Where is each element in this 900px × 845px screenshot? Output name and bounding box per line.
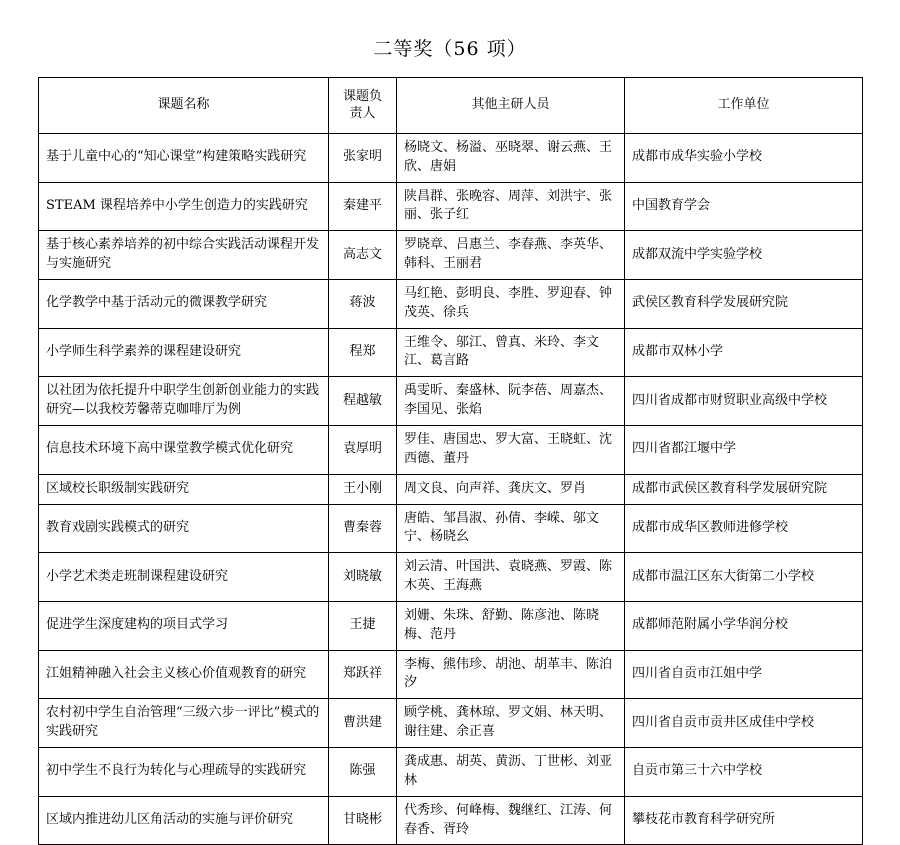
cell-project-title: 基于儿童中心的“知心课堂”构建策略实践研究	[39, 133, 329, 182]
cell-unit: 攀枝花市教育科学研究所	[625, 796, 863, 845]
table-row	[39, 601, 863, 650]
table-row	[39, 328, 863, 377]
cell-members: 王维令、邬江、曾真、米玲、李文江、葛言路	[397, 328, 625, 377]
cell-members: 唐皓、邹昌淑、孙倩、李嵘、邬文宁、杨晓⼳	[397, 504, 625, 553]
cell-leader: 秦建平	[329, 182, 397, 231]
cell-project-title: 初中学生不良行为转化与心理疏导的实践研究	[39, 747, 329, 796]
table-row	[39, 182, 863, 231]
cell-project-title: 信息技术环境下高中课堂教学模式优化研究	[39, 426, 329, 475]
cell-members: 杨晓文、杨溢、巫晓翠、谢云燕、王欣、唐娟	[397, 133, 625, 182]
table-row	[39, 504, 863, 553]
award-list-table	[38, 77, 863, 845]
cell-unit: 中国教育学会	[625, 182, 863, 231]
cell-members: 罗佳、唐国忠、罗大富、王晓虹、沈西德、董丹	[397, 426, 625, 475]
cell-unit: 成都双流中学实验学校	[625, 231, 863, 280]
table-row	[39, 474, 863, 504]
column-header-leader-label-line2: 责人	[349, 106, 376, 122]
cell-members: 代秀珍、何峰梅、魏继红、江涛、何春香、胥玲	[397, 796, 625, 845]
column-header-project-title-label: 课题名称	[157, 96, 210, 112]
cell-unit: 自贡市第三十六中学校	[625, 747, 863, 796]
cell-leader: 袁厚明	[329, 426, 397, 475]
cell-project-title: 促进学生深度建构的项目式学习	[39, 601, 329, 650]
cell-leader: 王捷	[329, 601, 397, 650]
column-header-unit	[625, 77, 863, 133]
cell-members: 罗晓章、吕惠兰、李春燕、李英华、韩科、王丽君	[397, 231, 625, 280]
cell-leader: 蒋波	[329, 279, 397, 328]
cell-leader: 程越敏	[329, 377, 397, 426]
cell-members: 陕昌群、张晚容、周萍、刘洪宇、张丽、张子红	[397, 182, 625, 231]
cell-leader: 王小刚	[329, 474, 397, 504]
cell-unit: 四川省成都市财贸职业高级中学校	[625, 377, 863, 426]
cell-project-title: STEAM 课程培养中小学生创造力的实践研究	[39, 182, 329, 231]
cell-leader: 张家明	[329, 133, 397, 182]
cell-project-title: 基于核心素养培养的初中综合实践活动课程开发与实施研究	[39, 231, 329, 280]
table-body	[39, 133, 863, 844]
cell-unit: 成都市成华实验小学校	[625, 133, 863, 182]
table-row	[39, 231, 863, 280]
cell-unit: 四川省自贡市贡井区成佳中学校	[625, 699, 863, 748]
table-row	[39, 699, 863, 748]
cell-leader: 郑跃祥	[329, 650, 397, 699]
cell-members: 禹雯昕、秦盛林、阮李蓓、周嘉杰、李国见、张焰	[397, 377, 625, 426]
cell-members: 刘姗、朱珠、舒勤、陈彦池、陈晓梅、范丹	[397, 601, 625, 650]
cell-members: 顾学桃、龚林琼、罗文娟、林天明、谢往建、余正喜	[397, 699, 625, 748]
cell-unit: 成都市武侯区教育科学发展研究院	[625, 474, 863, 504]
cell-leader: 高志文	[329, 231, 397, 280]
page-title: 二等奖（56 项）	[373, 38, 527, 60]
table-header-row	[39, 77, 863, 133]
cell-members: 刘云清、叶国洪、袁晓燕、罗霞、陈木英、王海燕	[397, 553, 625, 602]
cell-leader: 程郑	[329, 328, 397, 377]
column-header-members	[397, 77, 625, 133]
cell-leader: 陈强	[329, 747, 397, 796]
table-row	[39, 426, 863, 475]
cell-unit: 成都市双林小学	[625, 328, 863, 377]
cell-leader: 曹洪建	[329, 699, 397, 748]
cell-project-title: 区域内推进幼儿区角活动的实施与评价研究	[39, 796, 329, 845]
cell-members: 马红艳、彭明良、李胜、罗迎春、钟茂英、徐兵	[397, 279, 625, 328]
cell-project-title: 以社团为依托提升中职学生创新创业能力的实践研究—以我校芳馨蒂克咖啡厅为例	[39, 377, 329, 426]
cell-project-title: 区域校长职级制实践研究	[39, 474, 329, 504]
cell-project-title: 江姐精神融入社会主义核心价值观教育的研究	[39, 650, 329, 699]
column-header-unit-label: 工作单位	[717, 96, 770, 112]
table-row	[39, 747, 863, 796]
table-row	[39, 377, 863, 426]
cell-leader: 曹秦蓉	[329, 504, 397, 553]
cell-leader: 刘晓敏	[329, 553, 397, 602]
cell-leader: 甘晓彬	[329, 796, 397, 845]
table-row	[39, 650, 863, 699]
cell-unit: 成都市温江区东大街第二小学校	[625, 553, 863, 602]
cell-project-title: 小学师生科学素养的课程建设研究	[39, 328, 329, 377]
cell-members: 周文良、向声祥、龚庆文、罗肖	[397, 474, 625, 504]
cell-unit: 成都市成华区教师进修学校	[625, 504, 863, 553]
cell-unit: 四川省都江堰中学	[625, 426, 863, 475]
column-header-project-title	[39, 77, 329, 133]
cell-project-title: 化学教学中基于活动元的微课教学研究	[39, 279, 329, 328]
table-row	[39, 553, 863, 602]
cell-unit: 成都师范附属小学华润分校	[625, 601, 863, 650]
cell-members: 龚成惠、胡英、黄沥、丁世彬、刘亚林	[397, 747, 625, 796]
cell-project-title: 小学艺术类走班制课程建设研究	[39, 553, 329, 602]
cell-project-title: 教育戏剧实践模式的研究	[39, 504, 329, 553]
cell-unit: 武侯区教育科学发展研究院	[625, 279, 863, 328]
cell-members: 李梅、熊伟珍、胡池、胡革丰、陈泊汐	[397, 650, 625, 699]
column-header-leader-label-line1: 课题负	[342, 88, 382, 104]
column-header-members-label: 其他主研人员	[471, 96, 550, 112]
cell-project-title: 农村初中学生自治管理“三级六步一评比”模式的实践研究	[39, 699, 329, 748]
cell-unit: 四川省自贡市江姐中学	[625, 650, 863, 699]
table-row	[39, 133, 863, 182]
table-row	[39, 796, 863, 845]
column-header-leader	[329, 77, 397, 133]
table-row	[39, 279, 863, 328]
